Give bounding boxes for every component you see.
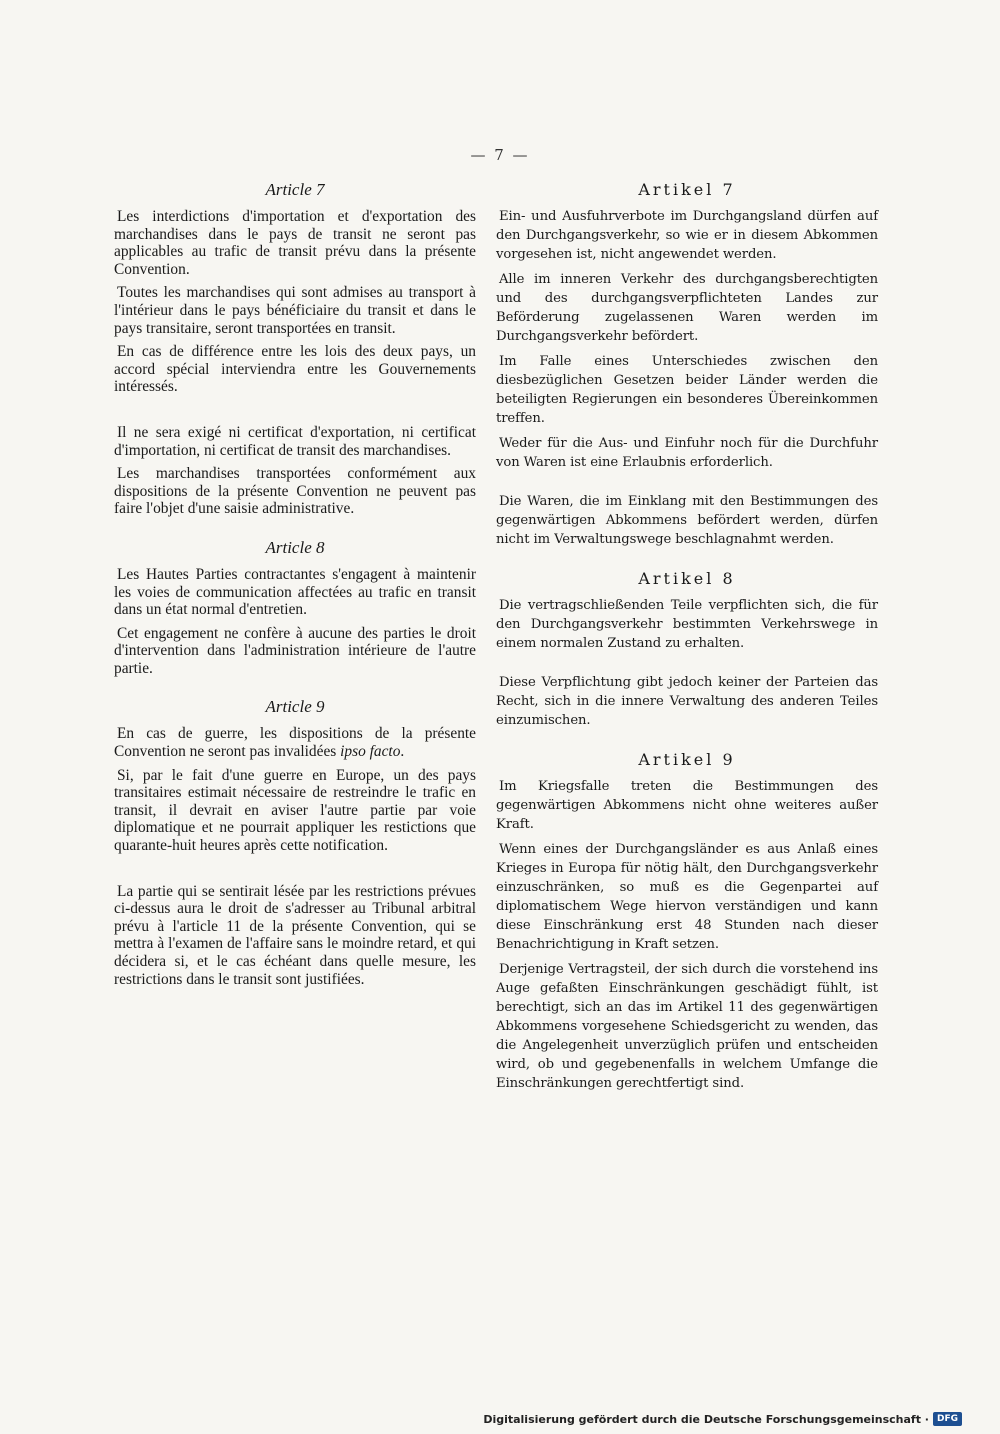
german-column — [496, 180, 878, 1099]
artikel-7-paragraph-4: Weder für die Aus- und Einfuhr noch für die Durchfuhr von Waren ist eine Erlaubnis erforderlich. — [496, 436, 878, 470]
article-9-paragraph-2: Si, par le fait d'une guerre en Europe, un des pays transitaires estimait nécessaire de restreindre le trafic en transit, il devrait en aviser l'autre partie par voie diplomatique et ne pourrait appliquer les restictions que quarante-huit heures après cette notification. — [114, 766, 476, 855]
article-8-paragraph-1: Les Hautes Parties contractantes s'engagent à maintenir les voies de communication affectées au trafic en transit dans un état normal d'entretien. — [114, 565, 476, 619]
article-8-paragraph-2: Cet engagement ne confère à aucune des parties le droit d'intervention dans l'administration intérieure de l'autre partie. — [114, 624, 476, 677]
artikel-9-heading: Artikel 9 — [638, 750, 736, 769]
article-9-heading: Article 9 — [265, 697, 325, 717]
dfg-logo: DFG — [933, 1412, 962, 1426]
artikel-7-heading: Artikel 7 — [638, 180, 736, 199]
article-9-paragraph-1-text: En cas de guerre, les dispositions de la présente Convention ne seront pas invalidées — [114, 725, 476, 761]
artikel-8-paragraph-1: Die vertragschließenden Teile verpflichten sich, die für den Durchgangsverkehr bestimmten Verkehrswege in einem normalen Zustand zu erhalten. — [496, 598, 878, 651]
article-9-paragraph-1-end: . — [400, 743, 405, 761]
artikel-7-paragraph-2: Alle im inneren Verkehr des durchgangsberechtigten und des durchgangsverpflichteten Landes zur Beförderung zugelassenen Waren werden im Durchgangsverkehr befördert. — [496, 272, 878, 344]
article-7-paragraph-4: Il ne sera exigé ni certificat d'exportation, ni certificat d'importation, ni certificat de transit des marchandises. — [114, 423, 476, 459]
page-number: — 7 — — [470, 146, 530, 164]
article-7-paragraph-3: En cas de différence entre les lois des deux pays, un accord spécial interviendra entre les Gouvernements intéressés. — [114, 343, 476, 396]
artikel-7-paragraph-5: Die Waren, die im Einklang mit den Bestimmungen des gegenwärtigen Abkommens befördert werden, dürfen nicht im Verwaltungswege beschlagnahmt werden. — [496, 494, 878, 547]
article-7-paragraph-5: Les marchandises transportées conformément aux dispositions de la présente Convention ne peuvent pas faire l'objet d'une saisie administrative. — [114, 465, 476, 518]
article-8-heading: Article 8 — [265, 537, 325, 557]
article-7-paragraph-2: Toutes les marchandises qui sont admises au transport à l'intérieur dans le pays bénéficiaire du transit et dans le pays transitaire, seront transportées en transit. — [114, 284, 476, 337]
footer-text: Digitalisierung gefördert durch die Deutsche Forschungsgemeinschaft · — [483, 1412, 929, 1426]
digitization-footer — [483, 1412, 962, 1426]
article-7-paragraph-1: Les interdictions d'importation et d'exportation des marchandises dans le pays de transit ne seront pas applicables au trafic de transit prévu dans la présente Convention. — [114, 208, 476, 278]
artikel-8-paragraph-2: Diese Verpflichtung gibt jedoch keiner der Parteien das Recht, sich in die innere Verwaltung des anderen Teiles einzumischen. — [496, 675, 878, 728]
artikel-7-paragraph-1: Ein- und Ausfuhrverbote im Durchgangsland dürfen auf den Durchgangsverkehr, so wie er in diesem Abkommen vorgesehen ist, nicht angewendet werden. — [496, 209, 878, 262]
ipso-facto-italic: ipso facto — [340, 743, 401, 761]
french-column — [114, 180, 476, 994]
artikel-9-paragraph-2: Wenn eines der Durchgangsländer es aus Anlaß eines Krieges in Europa für nötig hält, den Durchgangsverkehr einzuschränken, so muß es die Gegenpartei auf diplomatischem Wege hiervon verständigen und kann diese Einschränkung erst 48 Stunden nach dieser Benachrichtigung in Kraft setzen. — [496, 842, 878, 952]
article-7-heading: Article 7 — [265, 180, 325, 199]
article-9-paragraph-1 — [114, 725, 476, 760]
artikel-7-paragraph-3: Im Falle eines Unterschiedes zwischen den diesbezüglichen Gesetzen beider Länder werden die beteiligten Regierungen ein besonderes Übereinkommen treffen. — [496, 354, 878, 426]
artikel-8-heading: Artikel 8 — [638, 569, 736, 588]
artikel-9-paragraph-1: Im Kriegsfalle treten die Bestimmungen des gegenwärtigen Abkommens nicht ohne weiteres außer Kraft. — [496, 779, 878, 832]
artikel-9-paragraph-3: Derjenige Vertragsteil, der sich durch die vorstehend ins Auge gefaßten Einschränkungen geschädigt fühlt, ist berechtigt, sich an das im Artikel 11 des gegenwärtigen Abkommens vorgesehene Schiedsgericht zu wenden, das die Angelegenheit unverzüglich prüfen und entscheiden wird, ob und gegebenenfalls in welchem Umfange die Einschränkungen gerechtfertigt sind. — [496, 962, 878, 1091]
article-9-paragraph-3: La partie qui se sentirait lésée par les restrictions prévues ci-dessus aura le droit de s'adresser au Tribunal arbitral prévu à l'article 11 de la présente Convention, qui se mettra à l'examen de l'affaire sans le moindre retard, et qui décidera si, et le cas échéant dans quelle mesure, les restrictions dans le transit sont justifiées. — [114, 882, 476, 988]
